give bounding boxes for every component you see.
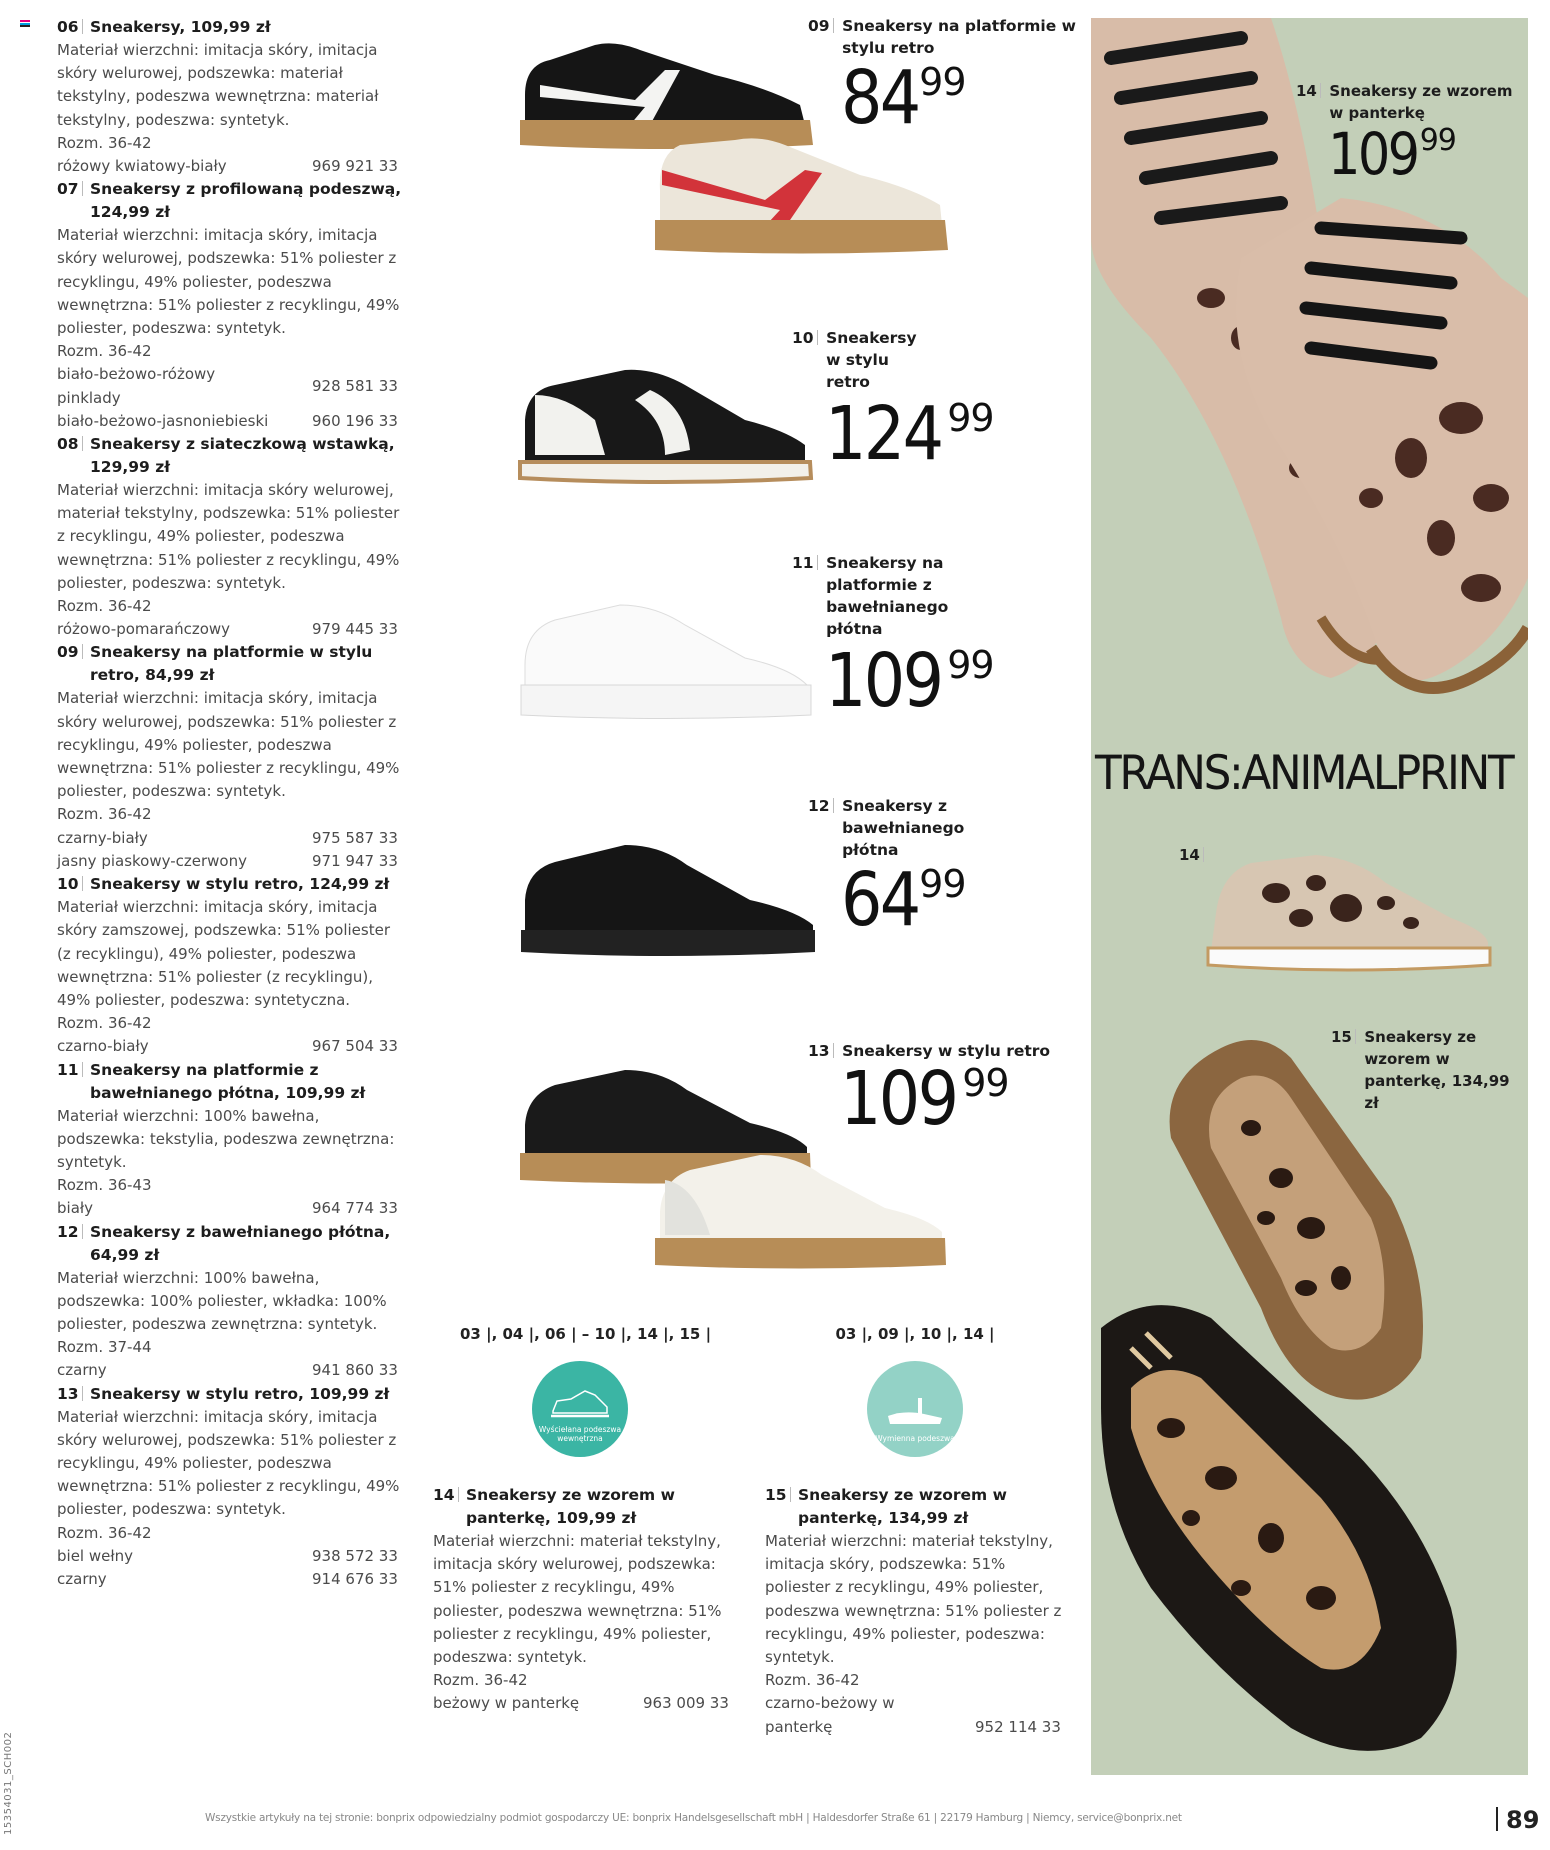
item-title: Sneakersy z siateczkową wstawką, 129,99 zł: [90, 435, 395, 477]
item-materials: Materiał wierzchni: imitacja skóry, imitacja skóry welurowej, podszewka: 51% poliester z recyklingu, 49% poliester, podeszwa wewnętrzna: 51% poliester z recyklingu, 49% poliester, podeszwa: syntetyk.: [57, 689, 400, 801]
variant-code: 979 445 33: [312, 620, 398, 639]
product-entry-14: [433, 1484, 733, 1716]
item-title: Sneakersy na platformie z bawełnianego płótna, 109,99 zł: [90, 1060, 366, 1102]
item-label: Sneakersy na platformie w stylu retro: [842, 17, 1076, 57]
product-entry-12: [57, 1221, 402, 1383]
item-variant: [57, 1035, 402, 1058]
price: [1328, 120, 1528, 188]
leopard-sneaker-small-image: [1196, 843, 1496, 978]
item-label: Sneakersy na platformie z bawełnianego płótna: [826, 554, 949, 638]
item-materials: Materiał wierzchni: 100% bawełna, podszewka: 100% poliester, wkładka: 100% poliester, podeszwa zewnętrzna: syntetyk.: [57, 1268, 387, 1333]
price: [841, 857, 1008, 943]
item-number: 08: [57, 433, 90, 479]
item-size: Rozm. 36-43: [57, 1176, 152, 1195]
product-entry-11: [57, 1059, 402, 1221]
variant-color: beżowy w panterkę: [433, 1694, 580, 1713]
item-variant: [57, 827, 402, 850]
price: [825, 638, 1007, 724]
item-materials: Materiał wierzchni: imitacja skóry, imitacja skóry zamszowej, podszewka: 51% poliester (z recyklingu), 49% poliester, podeszwa wewnętrzna: 51% poliester (z recyklingu), 49% poliester, podeszwa: syntetyczna.: [57, 898, 391, 1009]
feature-badge-padded-insole: [460, 1325, 712, 1457]
item-title: Sneakersy w stylu retro, 109,99 zł: [90, 1384, 390, 1403]
variant-color: jasny piaskowy-czerwony: [57, 851, 247, 870]
item-number: 13: [57, 1383, 90, 1406]
variant-code: 967 504 33: [312, 1037, 398, 1056]
variant-code: 975 587 33: [312, 828, 398, 847]
variant-code: 914 676 33: [312, 1569, 398, 1588]
price-cents: 99: [962, 1061, 1009, 1105]
item-label: Sneakersy w stylu retro: [826, 329, 917, 391]
variant-code: 969 921 33: [312, 157, 398, 176]
item-number: 14: [433, 1484, 466, 1530]
price-tag-14-panel: [1296, 80, 1528, 188]
price-main: 109: [825, 638, 942, 724]
item-number: 14: [1179, 844, 1212, 866]
price-tag-12: [808, 795, 1008, 943]
item-number: 13: [808, 1040, 842, 1062]
item-variant: [57, 155, 402, 178]
sneaker-icon: [650, 1140, 950, 1275]
item-number: 15: [1331, 1026, 1364, 1114]
sneaker-icon: [515, 830, 820, 965]
item-label: Sneakersy ze wzorem w panterkę, 134,99 zł: [1364, 1028, 1510, 1112]
shoe-image-13-white: [650, 1140, 950, 1275]
shoe-image-12: [515, 830, 820, 965]
variant-code: 941 860 33: [312, 1361, 398, 1380]
price-tag-13: [808, 1040, 1098, 1142]
variant-code: 964 774 33: [312, 1199, 398, 1218]
item-size: Rozm. 36-42: [57, 342, 152, 361]
item-label: Sneakersy ze wzorem w panterkę: [1329, 82, 1513, 122]
item-materials: Materiał wierzchni: materiał tekstylny, imitacja skóry welurowej, podszewka: 51% poliester z recyklingu, 49% poliester, podeszwa wewnętrzna: 51% poliester z recyklingu, 49% poliester, podeszwa: syntetyk.: [433, 1532, 722, 1667]
variant-code: 971 947 33: [312, 851, 398, 870]
item-materials: Materiał wierzchni: materiał tekstylny, imitacja skóry, podszewka: 51% poliester z recyklingu, 49% poliester, podeszwa wewnętrzna: 51% poliester z recyklingu, 49% poliester, podeszwa: syntetyk.: [765, 1532, 1062, 1667]
padded-insole-badge: [532, 1361, 628, 1457]
item-variant: [433, 1692, 733, 1715]
price-main: 124: [825, 391, 942, 477]
item-materials: Materiał wierzchni: imitacja skóry welurowej, materiał tekstylny, podszewka: 51% poliester z recyklingu, 49% poliester, podeszwa wewnętrzna: 51% poliester z recyklingu, 49% poliester, podeszwa: syntetyk.: [57, 481, 400, 592]
price-main: 109: [840, 1056, 957, 1142]
price-cents: 99: [1419, 123, 1456, 158]
item-variant: [765, 1692, 1065, 1738]
variant-color: czarno-biały: [57, 1037, 149, 1056]
variant-color: czarny: [57, 1361, 107, 1380]
insole-hand-icon: [884, 1396, 946, 1430]
variant-code: 960 196 33: [312, 411, 398, 430]
sneaker-icon: [515, 590, 815, 725]
item-size: Rozm. 37-44: [57, 1338, 152, 1357]
item-variant: [57, 1545, 402, 1568]
item-materials: Materiał wierzchni: 100% bawełna, podszewka: tekstylia, podeszwa zewnętrzna: syntetyk.: [57, 1106, 395, 1171]
side-print-code: 15354031_SCH002: [3, 1731, 14, 1835]
item-number: 07: [57, 178, 90, 224]
price: [841, 55, 1078, 141]
badge-label: Wyściełana podeszwa wewnętrzna: [538, 1425, 622, 1443]
item-number: 10: [57, 873, 90, 896]
variant-color: różowy kwiatowy-biały: [57, 157, 227, 176]
variant-color: biel wełny: [57, 1546, 133, 1565]
price: [825, 391, 994, 477]
variant-color: biało-beżowo-różowy pinklady: [57, 365, 216, 407]
shoe-image-10: [515, 350, 815, 490]
item-number: 15: [765, 1484, 798, 1530]
price-cents: 99: [919, 862, 966, 906]
section-title: TRANS:ANIMALPRINT: [1095, 746, 1513, 801]
price-tag-10: [792, 327, 994, 477]
footer-legal-text: Wszystkie artykuły na tej stronie: bonprix odpowiedzialny podmiot gospodarczy UE: bonprix Handelsgesellschaft mbH | Haldesdorfer Straße 61 | 22179 Hamburg | Niemcy, service@bonprix.net: [205, 1812, 1182, 1824]
item-size: Rozm. 36-42: [765, 1671, 860, 1690]
item-label: Sneakersy w stylu retro: [842, 1042, 1051, 1060]
item-number: 09: [808, 15, 842, 59]
product-entry-08: [57, 433, 402, 641]
item-label: Sneakersy z bawełnianego płótna: [842, 797, 965, 859]
feature-badge-removable-insole: [805, 1325, 1025, 1457]
item-materials: Materiał wierzchni: imitacja skóry, imitacja skóry welurowej, podszewka: 51% poliester z recyklingu, 49% poliester, podeszwa wewnętrzna: 51% poliester z recyklingu, 49% poliester, podeszwa: syntetyk.: [57, 226, 400, 338]
item-number: 14: [1296, 80, 1329, 124]
item-size: Rozm. 36-42: [57, 1014, 152, 1033]
shoe-image-11: [515, 590, 815, 725]
variant-code: 952 114 33: [975, 1717, 1061, 1736]
item-title: Sneakersy w stylu retro, 124,99 zł: [90, 875, 390, 894]
page-number: 89: [1496, 1806, 1539, 1834]
item-title: Sneakersy na platformie w stylu retro, 84,99 zł: [90, 643, 373, 685]
product-entry-09: [57, 641, 402, 873]
price-main: 64: [841, 857, 919, 943]
product-entry-10: [57, 873, 402, 1058]
variant-code: 928 581 33: [312, 377, 398, 396]
item-title: Sneakersy z profilowaną podeszwą, 124,99 zł: [90, 180, 402, 222]
item-title: Sneakersy z bawełnianego płótna, 64,99 zł: [90, 1222, 391, 1264]
shoe-outline-icon: [549, 1387, 611, 1421]
item-title: Sneakersy, 109,99 zł: [90, 18, 271, 36]
price-cents: 99: [947, 396, 994, 440]
item-variant: [57, 410, 402, 433]
leopard-sneaker-closeup-image-2: [1201, 198, 1528, 708]
variant-code: 963 009 33: [643, 1694, 729, 1713]
price-tag-11: [792, 552, 1007, 724]
variant-color: biały: [57, 1199, 94, 1218]
variant-color: czarny-biały: [57, 828, 148, 847]
variant-code: 938 572 33: [312, 1546, 398, 1565]
product-entry-15: [765, 1484, 1065, 1739]
item-variant: [57, 618, 402, 641]
variant-color: czarny: [57, 1569, 107, 1588]
leopard-sneaker-pair-15-image: [1091, 1028, 1528, 1775]
product-entry-07: [57, 178, 402, 433]
variant-color: biało-beżowo-jasnoniebieski: [57, 411, 269, 430]
badge-item-refs: 03 |, 09 |, 10 |, 14 |: [835, 1325, 995, 1343]
item-number: 11: [57, 1059, 90, 1105]
item-size: Rozm. 36-42: [57, 1523, 152, 1542]
item-title: Sneakersy ze wzorem w panterkę, 134,99 zł: [798, 1486, 1007, 1527]
item-variant: [57, 1568, 402, 1591]
item-number: 10: [792, 327, 826, 393]
animal-print-panel: [1091, 18, 1528, 1775]
item-number: 12: [808, 795, 842, 861]
item-size: Rozm. 36-42: [433, 1671, 528, 1690]
sneaker-icon: [515, 350, 815, 490]
print-registration-mark: [20, 20, 30, 27]
item-materials: Materiał wierzchni: imitacja skóry, imitacja skóry welurowej, podszewka: materiał tekstylny, podeszwa wewnętrzna: materiał tekstylny, podeszwa: syntetyk.: [57, 41, 379, 129]
price: [840, 1056, 1098, 1142]
removable-insole-badge: [867, 1361, 963, 1457]
item-number: 12: [57, 1221, 90, 1267]
price-tag-09: [808, 15, 1078, 141]
item-number: 06: [57, 16, 90, 39]
item-variant: [57, 1197, 402, 1220]
variant-color: różowo-pomarańczowy: [57, 620, 231, 639]
item-variant: [57, 363, 402, 409]
product-entry-13: [57, 1383, 402, 1592]
badge-label: Wymienna podeszwa: [875, 1434, 955, 1443]
item-variant: [57, 1359, 402, 1382]
item-variant: [57, 850, 402, 873]
item-size: Rozm. 36-42: [57, 805, 152, 824]
product-descriptions-column: [57, 16, 402, 1591]
price-main: 84: [841, 55, 919, 141]
variant-color: czarno-beżowy w panterkę: [765, 1694, 895, 1736]
badge-item-refs: 03 |, 04 |, 06 | – 10 |, 14 |, 15 |: [460, 1325, 712, 1343]
item-number: 09: [57, 641, 90, 687]
item-materials: Materiał wierzchni: imitacja skóry, imitacja skóry welurowej, podszewka: 51% poliester z recyklingu, 49% poliester, podeszwa wewnętrzna: 51% poliester z recyklingu, 49% poliester, podeszwa: syntetyk.: [57, 1407, 400, 1519]
price-cents: 99: [947, 643, 994, 687]
item-number: 11: [792, 552, 826, 640]
price-main: 109: [1328, 120, 1418, 188]
price-cents: 99: [919, 60, 966, 104]
item-size: Rozm. 36-42: [57, 133, 152, 152]
item-title: Sneakersy ze wzorem w panterkę, 109,99 zł: [466, 1486, 675, 1527]
product-entry-06: [57, 16, 402, 178]
item-size: Rozm. 36-42: [57, 597, 152, 616]
